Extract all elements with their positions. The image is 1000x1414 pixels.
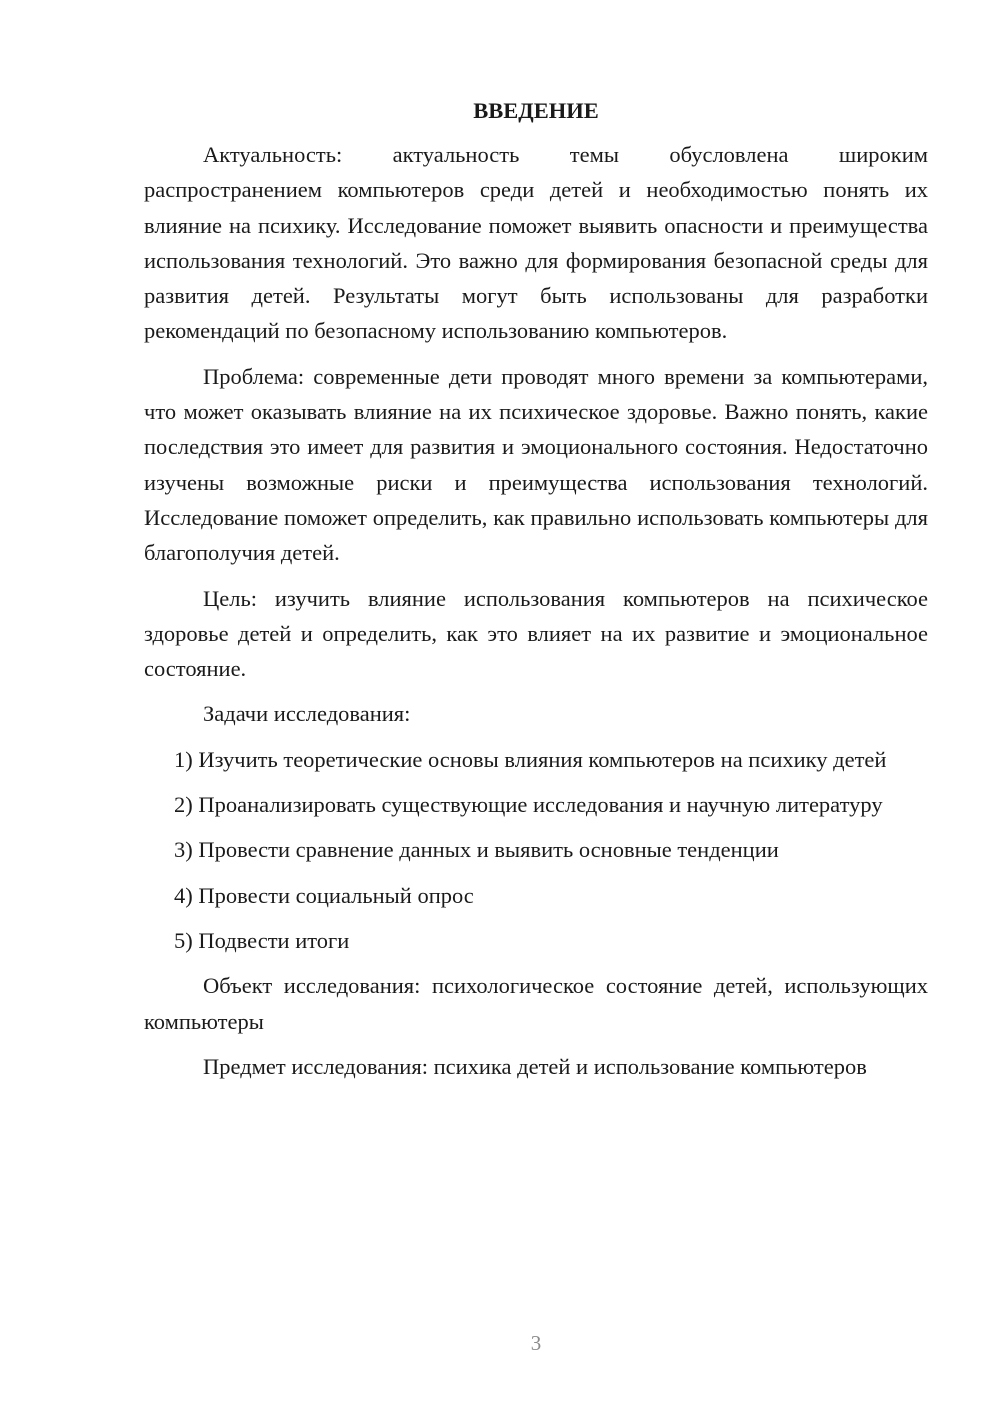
tasks-title: Задачи исследования: — [203, 701, 411, 727]
relevance-paragraph: Актуальность: актуальность темы обусловлена широким распространением компьютеров среди детей и необходимостью понять их влияние на психику. Исследование поможет выявить опасности и преимущества использования технологий. Это важно для формирования безопасной среды для развития детей. Результаты могут быть использованы для разработки рекомендаций по безопасному использованию компьютеров. — [144, 142, 928, 344]
task-item-1: 1) Изучить теоретические основы влияния компьютеров на психику детей — [174, 746, 887, 772]
section-heading: ВВЕДЕНИЕ — [473, 98, 599, 123]
task-item-4: 4) Провести социальный опрос — [174, 882, 474, 908]
task-item-3: 3) Провести сравнение данных и выявить основные тенденции — [174, 837, 779, 863]
problem-paragraph: Проблема: современные дети проводят много времени за компьютерами, что может оказывать влияние на их психическое здоровье. Важно понять, какие последствия это имеет для развития и эмоционального состояния. Недостаточно изучены возможные риски и преимущества использования технологий. Исследование поможет определить, как правильно использовать компьютеры для благополучия детей. — [144, 363, 928, 566]
research-subject-paragraph: Предмет исследования: психика детей и использование компьютеров — [203, 1053, 867, 1079]
page-number: 3 — [530, 1331, 542, 1355]
page-content — [144, 94, 928, 1094]
goal-paragraph: Цель: изучить влияние использования компьютеров на психическое здоровье детей и определить, как это влияет на их развитие и эмоциональное состояние. — [144, 585, 928, 682]
task-item-5: 5) Подвести итоги — [174, 927, 350, 953]
task-item-2: 2) Проанализировать существующие исследования и научную литературу — [174, 792, 883, 818]
research-object-paragraph: Объект исследования: психологическое состояние детей, использующих компьютеры — [144, 973, 928, 1034]
